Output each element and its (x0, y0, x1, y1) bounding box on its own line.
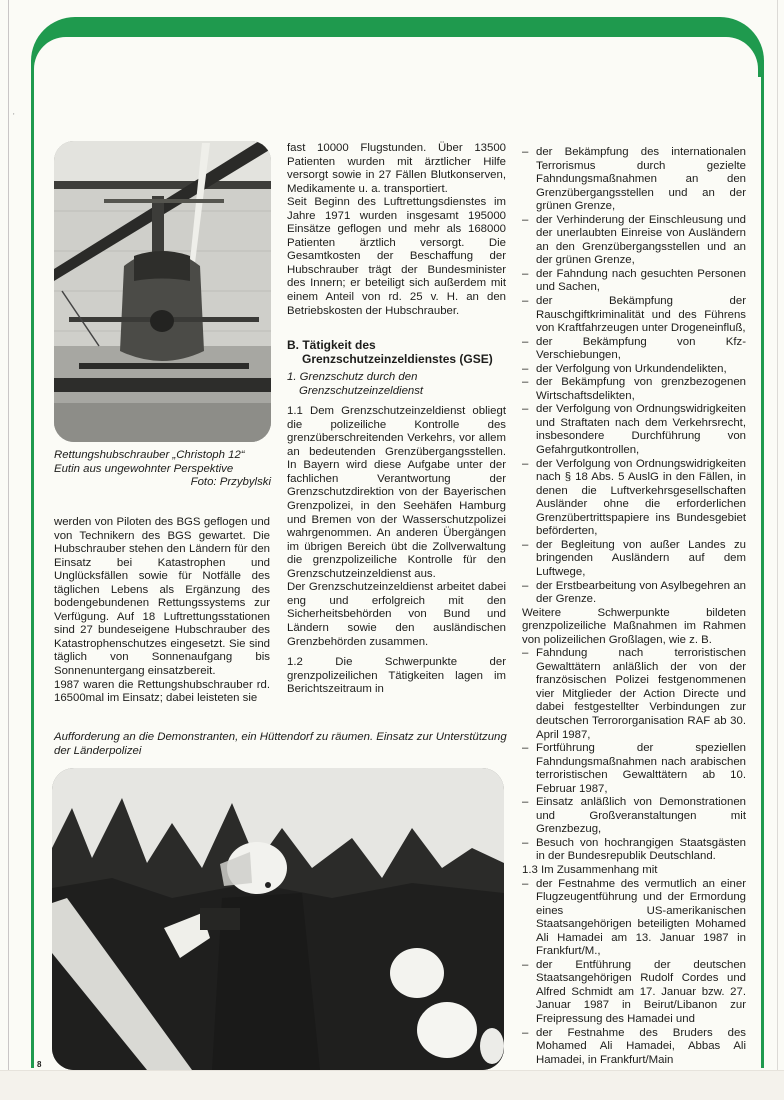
paragraph: werden von Piloten des BGS geflogen und von Technikern des BGS gewartet. Die Hubschrauber stehen den Ländern für den Einsatz bei Katastrophen und Unglücksfällen sowie für Notfälle des täglichen Lebens als Ergänzung des bodengebundenen Rettungssystems zur Verfügung. Auf 18 Luftrettungsstationen sind 27 bundeseigene Hubschrauber des Katastrophenschutzes eingesetzt. Sie sind täglich von Sonnenaufgang bis Sonnenuntergang einsatzbereit. (54, 516, 270, 678)
paragraph: fast 10000 Flugstunden. Über 13500 Patienten wurden mit ärztlicher Hilfe versorgt sowie in 27 Fällen Blutkonserven, Medikamente u. a. transportiert. (287, 142, 506, 195)
page-edge (8, 0, 9, 1070)
list-item: – der Verfolgung von Ordnungswidrigkeiten nach § 18 Abs. 5 AuslG in den Fällen, in denen die Luftverkehrsgesellschaften Ausländer ohne die erforderlichen Grenzübertrittspapiere ins Bundesgebiet beförderten, (522, 458, 746, 539)
paragraph: Weitere Schwerpunkte bildeten grenzpolizeiliche Maßnahmen im Rahmen von polizeilichen Großlagen, wie z. B. (522, 606, 746, 646)
helicopter-photo (54, 141, 271, 442)
list-item: – der Erstbearbeitung von Asylbegehren an der Grenze. (522, 580, 746, 607)
margin-mark: ' (13, 112, 15, 121)
column-3 (522, 146, 746, 1067)
page-edge (777, 0, 778, 1070)
list-item: – der Begleitung von außer Landes zu bringenden Ausländern auf dem Luftwege, (522, 539, 746, 580)
list-item: – Fortführung der speziellen Fahndungsmaßnahmen nach arabischen terroristischen Gewalttätern ab 10. Februar 1987, (522, 742, 746, 796)
column-2 (287, 142, 506, 697)
list-item: – der Verhinderung der Einschleusung und der unerlaubten Einreise von Ausländern an den Grenzübergangsstellen und an der grünen Grenze, (522, 214, 746, 268)
paragraph: Der Grenzschutzeinzeldienst arbeitet dabei eng und erfolgreich mit den Sicherheitsbehörden von Bund und Ländern sowie den ausländischen Grenzbehörden zusammen. (287, 581, 506, 648)
list-item: – der Verfolgung von Ordnungswidrigkeiten und Straftaten nach dem Verkehrsrecht, insbesondere Durchführung von Gefahrgutkontrollen, (522, 403, 746, 457)
subsection-heading: 1. Grenzschutz durch den Grenzschutzeinzeldienst (287, 371, 424, 397)
paragraph: 1.2 Die Schwerpunkte der grenzpolizeilichen Tätigkeiten lagen im Berichtszeitraum in (287, 656, 506, 696)
column-1 (54, 516, 270, 706)
priorities-list (522, 146, 746, 607)
green-frame-right (761, 60, 764, 1068)
paragraph: 1.3 Im Zusammenhang mit (522, 863, 658, 876)
list-item: – der Bekämpfung des internationalen Terrorismus durch gezielte Fahndungsmaßnahmen an den Grenzübergangsstellen und an der grünen Grenze, (522, 146, 746, 214)
list-item: – der Bekämpfung der Rauschgiftkriminalität und des Führens von Kraftfahrzeugen unter Drogeneinfluß, (522, 295, 746, 336)
section-heading: B. Tätigkeit des Grenzschutzeinzeldienstes (GSE) (287, 338, 493, 367)
list-item: – Einsatz anläßlich von Demonstrationen und Großveranstaltungen mit Grenzbezug, (522, 796, 746, 837)
frame-inner-mask (34, 37, 758, 97)
list-item: – der Festnahme des Bruders des Mohamed Ali Hamadei, Abbas Ali Hamadei, in Frankfurt/Main (522, 1027, 746, 1068)
context-list (522, 878, 746, 1068)
demonstration-photo (52, 768, 504, 1070)
demonstration-photo-caption: Aufforderung an die Demonstranten, ein Hüttendorf zu räumen. Einsatz zur Unterstützung der Länderpolizei (54, 731, 507, 757)
paragraph: 1987 waren die Rettungshubschrauber rd. 16500mal im Einsatz; dabei leisteten sie (54, 678, 270, 705)
list-item: – der Entführung der deutschen Staatsangehörigen Rudolf Cordes und Alfred Schmidt am 17. Januar bzw. 27. Januar 1987 in Beirut/Libanon zur Freipressung des Hamadei und (522, 959, 746, 1027)
green-frame-left (31, 60, 34, 1068)
list-item: – der Bekämpfung von grenzbezogenen Wirtschaftsdelikten, (522, 376, 746, 403)
list-item: – Besuch von hochrangigen Staatsgästen in der Bundesrepublik Deutschland. (522, 837, 746, 864)
paragraph: 1.1 Dem Grenzschutzeinzeldienst obliegt die polizeiliche Kontrolle des grenzüberschreitenden Verkehrs, vor allem an bedeutenden Grenzübergangsstellen. In Bayern wird diese Aufgabe unter der fachlichen Verantwortung der Grenzschutzdirektion von der Bayerischen Grenzpolizei, in den Seehäfen Hamburg und Bremen von der Wasserschutzpolizei wahrgenommen. An anderen Übergängen im übrigen Bereich übt die Zollverwaltung die grenzpolizeiliche Kontrolle für den Grenzschutzeinzeldienst aus. (287, 405, 506, 580)
helicopter-photo-icon (54, 141, 271, 442)
list-item: – der Verfolgung von Urkundendelikten, (522, 363, 746, 377)
page-bottom-margin (0, 1070, 784, 1100)
photo-credit: Foto: Przybylski (190, 476, 271, 488)
list-item: – der Fahndung nach gesuchten Personen und Sachen, (522, 268, 746, 295)
page-number: 8 (37, 1060, 42, 1069)
major-operations-list (522, 647, 746, 864)
list-item: – der Festnahme des vermutlich an einer Flugzeugentführung und der Ermordung eines US-amerikanischen Staatsangehörigen beteiligten Mohamed Ali Hamadei am 13. Januar 1987 in Frankfurt/M., (522, 878, 746, 959)
helicopter-photo-caption (54, 449, 271, 490)
list-item: – Fahndung nach terroristischen Gewalttätern anläßlich der von der französischen Polizei festgenommenen vier Mitglieder der Action Directe und dabei festgestellter Verbindungen zur deutschen Terrororganisation RAF ab 30. April 1987, (522, 647, 746, 742)
caption-text: Rettungshubschrauber „Christoph 12“ Eutin aus ungewohnter Perspektive (54, 449, 245, 475)
list-item: – der Bekämpfung von Kfz-Verschiebungen, (522, 336, 746, 363)
paragraph: Seit Beginn des Luftrettungsdienstes im Jahre 1971 wurden insgesamt 195000 Einsätze geflogen und mehr als 168000 Patienten ärztlich versorgt. Die Gesamtkosten der Beschaffung der Hubschrauber trägt der Bundesminister des Innern; er beteiligt sich außerdem mit einem Anteil von rd. 25 v. H. an den Betriebskosten der Hubschrauber. (287, 196, 506, 317)
police-megaphone-photo-icon (52, 768, 504, 1070)
